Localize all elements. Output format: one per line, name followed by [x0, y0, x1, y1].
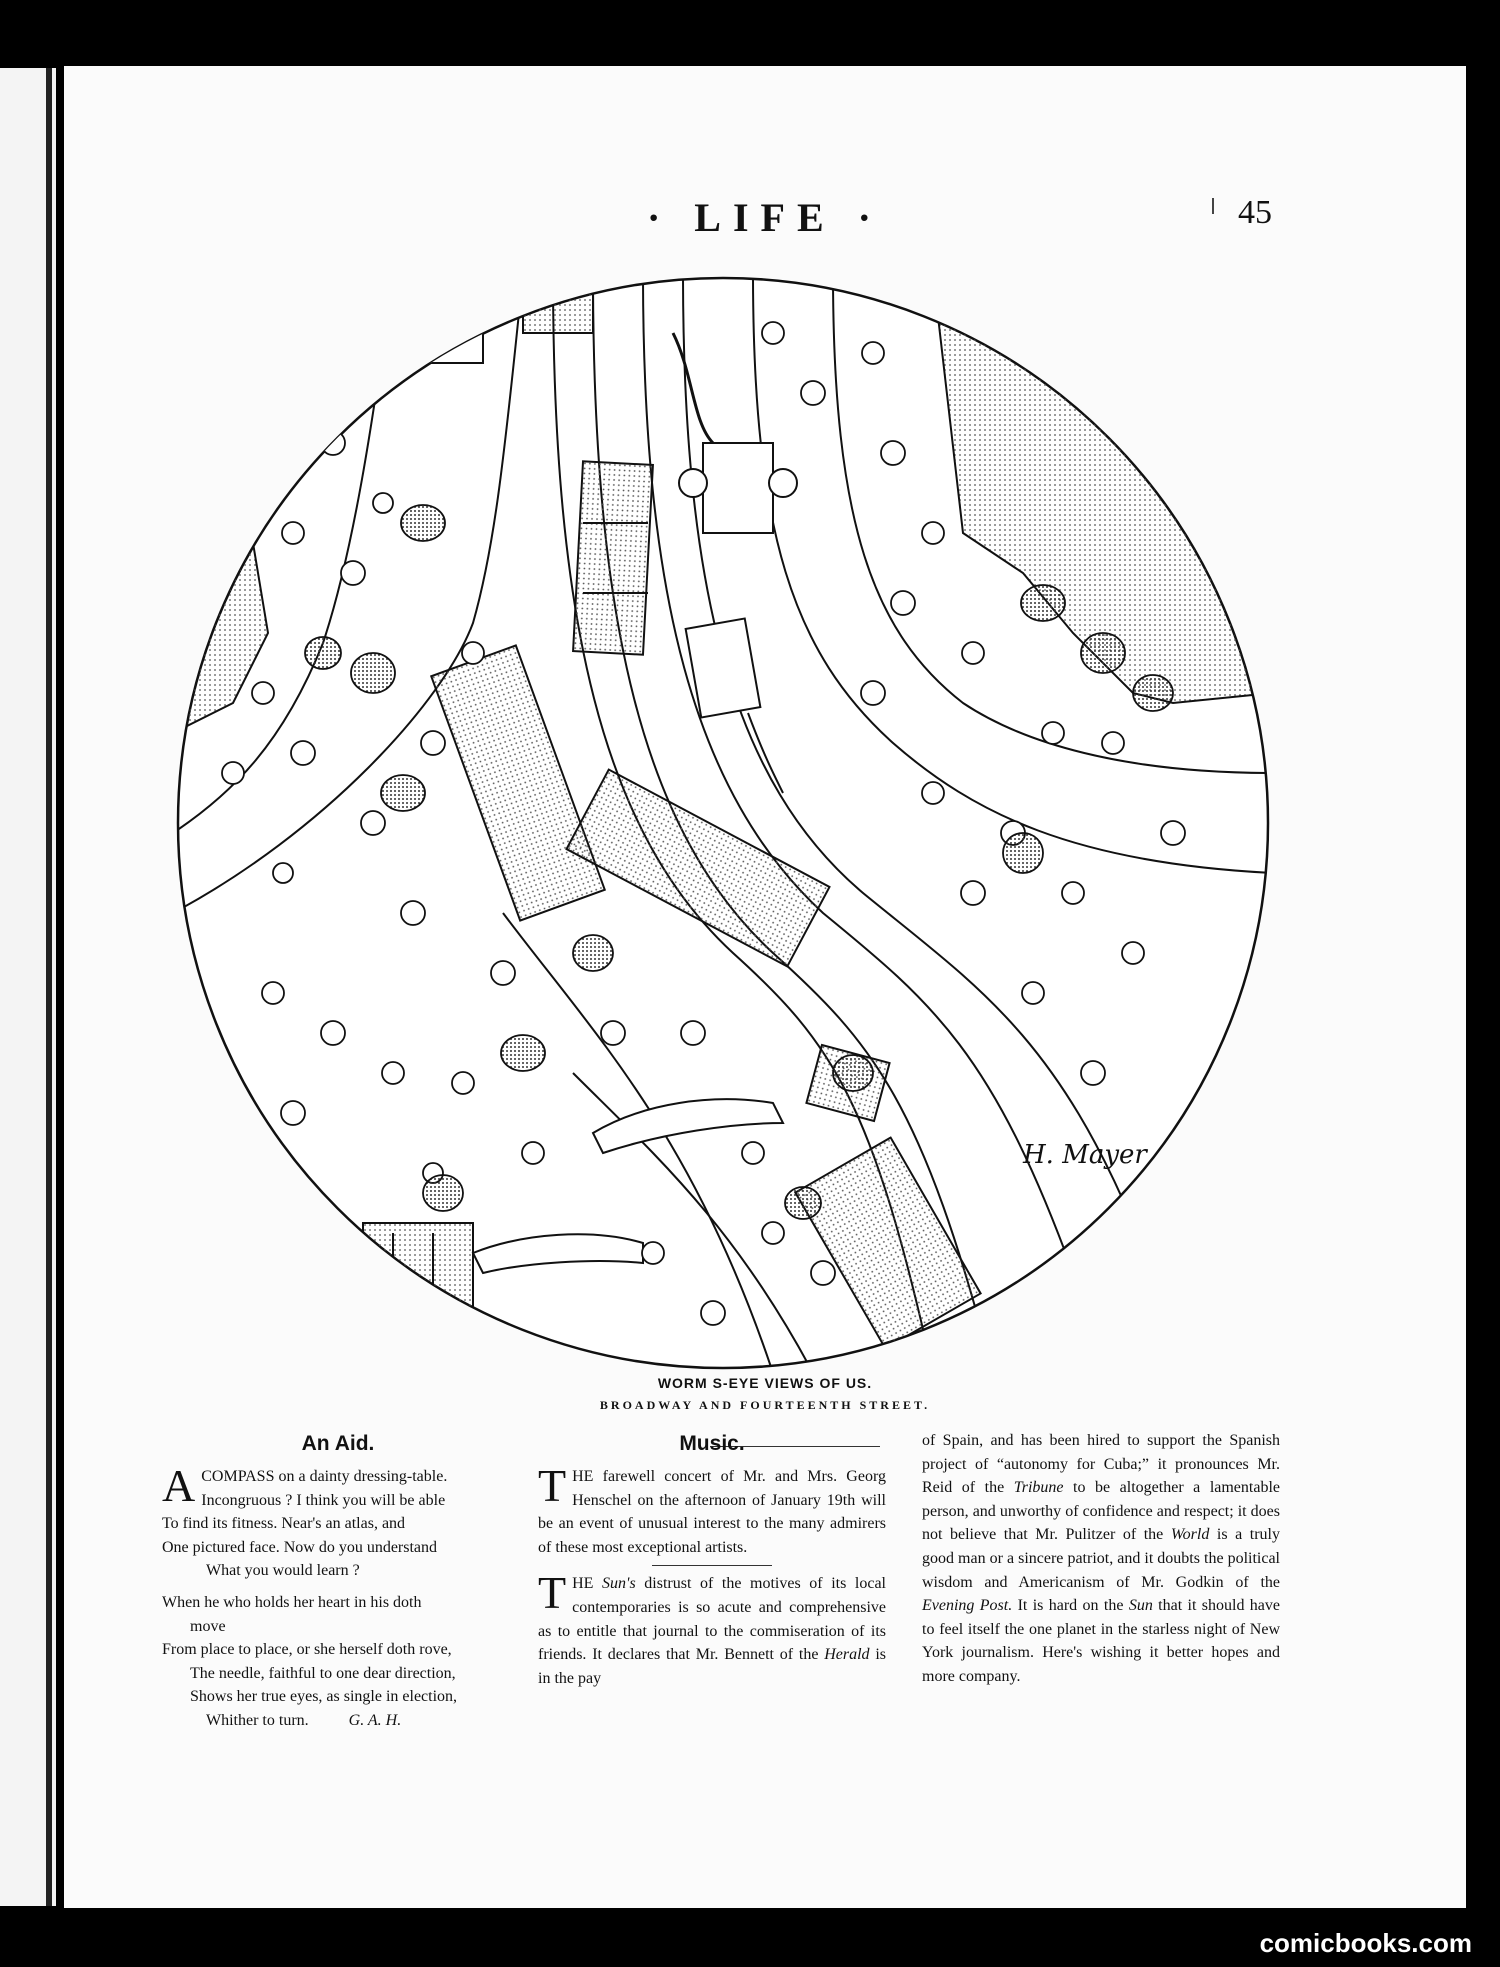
music-paragraph-2: THE Sun's distrust of the motives of its local contemporaries is so acute and comprehensive as to entitle that journal to the commiseration of its friends. It declares that Mr. Bennett of the Herald is in the pay — [538, 1567, 887, 1687]
poem-signature: G. A. H. — [348, 1711, 402, 1729]
poem-line: From place to place, or she herself doth rove, — [162, 1641, 452, 1659]
watermark: comicbooks.com — [1259, 1928, 1472, 1958]
masthead: · LIFE · — [646, 195, 884, 240]
drop-cap: A — [162, 1460, 196, 1511]
illustration-caption-title: WORM S-EYE VIEWS OF US. — [657, 1375, 873, 1391]
street-illustration — [173, 273, 1273, 1373]
poem-line: One pictured face. Now do you understand — [162, 1538, 438, 1556]
poem-line: What you would learn ? — [206, 1562, 360, 1580]
poem-line: A COMPASS on a dainty dressing-table. — [162, 1460, 448, 1511]
continuation-paragraph: of Spain, and has been hired to support the Spanish project of “autonomy for Cuba;” it pronounces Mr. Reid of the Tribune to be altogether a lamentable person, and unworthy of confidence and respect; it does not believe that Mr. Pulitzer of the World is a truly good man or a sincere patriot, and it doubts the political wisdom and Americanism of Mr. Godkin of the Evening Post. It is hard on the Sun that it should have to feel itself the one planet in the starless night of New York journalism. Here's wishing it better hopes and more company. — [922, 1432, 1281, 1685]
music-column — [538, 1429, 886, 1690]
poem-column — [162, 1429, 514, 1733]
poem-line: The needle, faithful to one dear direction, — [190, 1664, 456, 1682]
poem-line: When he who holds her heart in his doth — [162, 1593, 422, 1611]
poem-title: An Aid. — [301, 1432, 375, 1455]
poem-line: Whither to turn. G. A. H. — [206, 1711, 402, 1729]
magazine-page — [64, 66, 1466, 1908]
poem-line: To find its fitness. Near's an atlas, and — [162, 1515, 406, 1533]
gutter-shadow — [46, 68, 52, 1906]
facing-page-edge — [0, 68, 56, 1906]
illustration-caption-subtitle: BROADWAY AND FOURTEENTH STREET. — [599, 1398, 931, 1412]
poem-line: Shows her true eyes, as single in election, — [190, 1688, 458, 1706]
continuation-column — [922, 1429, 1280, 1689]
drop-cap: T — [538, 1567, 567, 1619]
music-paragraph-1: THE farewell concert of Mr. and Mrs. Georg Henschel on the afternoon of January 19th will be an event of unusual interest to the many admirers of these most exceptional artists. — [538, 1460, 886, 1556]
margin-mark — [1212, 198, 1214, 214]
page-number: 45 — [1238, 194, 1272, 231]
poem-line: move — [190, 1617, 226, 1635]
streetcar-1 — [573, 461, 653, 654]
streetcar-5 — [363, 1223, 473, 1343]
section-divider — [652, 1565, 772, 1566]
artist-signature: H. Mayer — [1023, 1140, 1147, 1170]
poem-line: Incongruous ? I think you will be able — [201, 1491, 446, 1509]
drop-cap: T — [538, 1460, 567, 1511]
music-title: Music. — [679, 1432, 745, 1455]
